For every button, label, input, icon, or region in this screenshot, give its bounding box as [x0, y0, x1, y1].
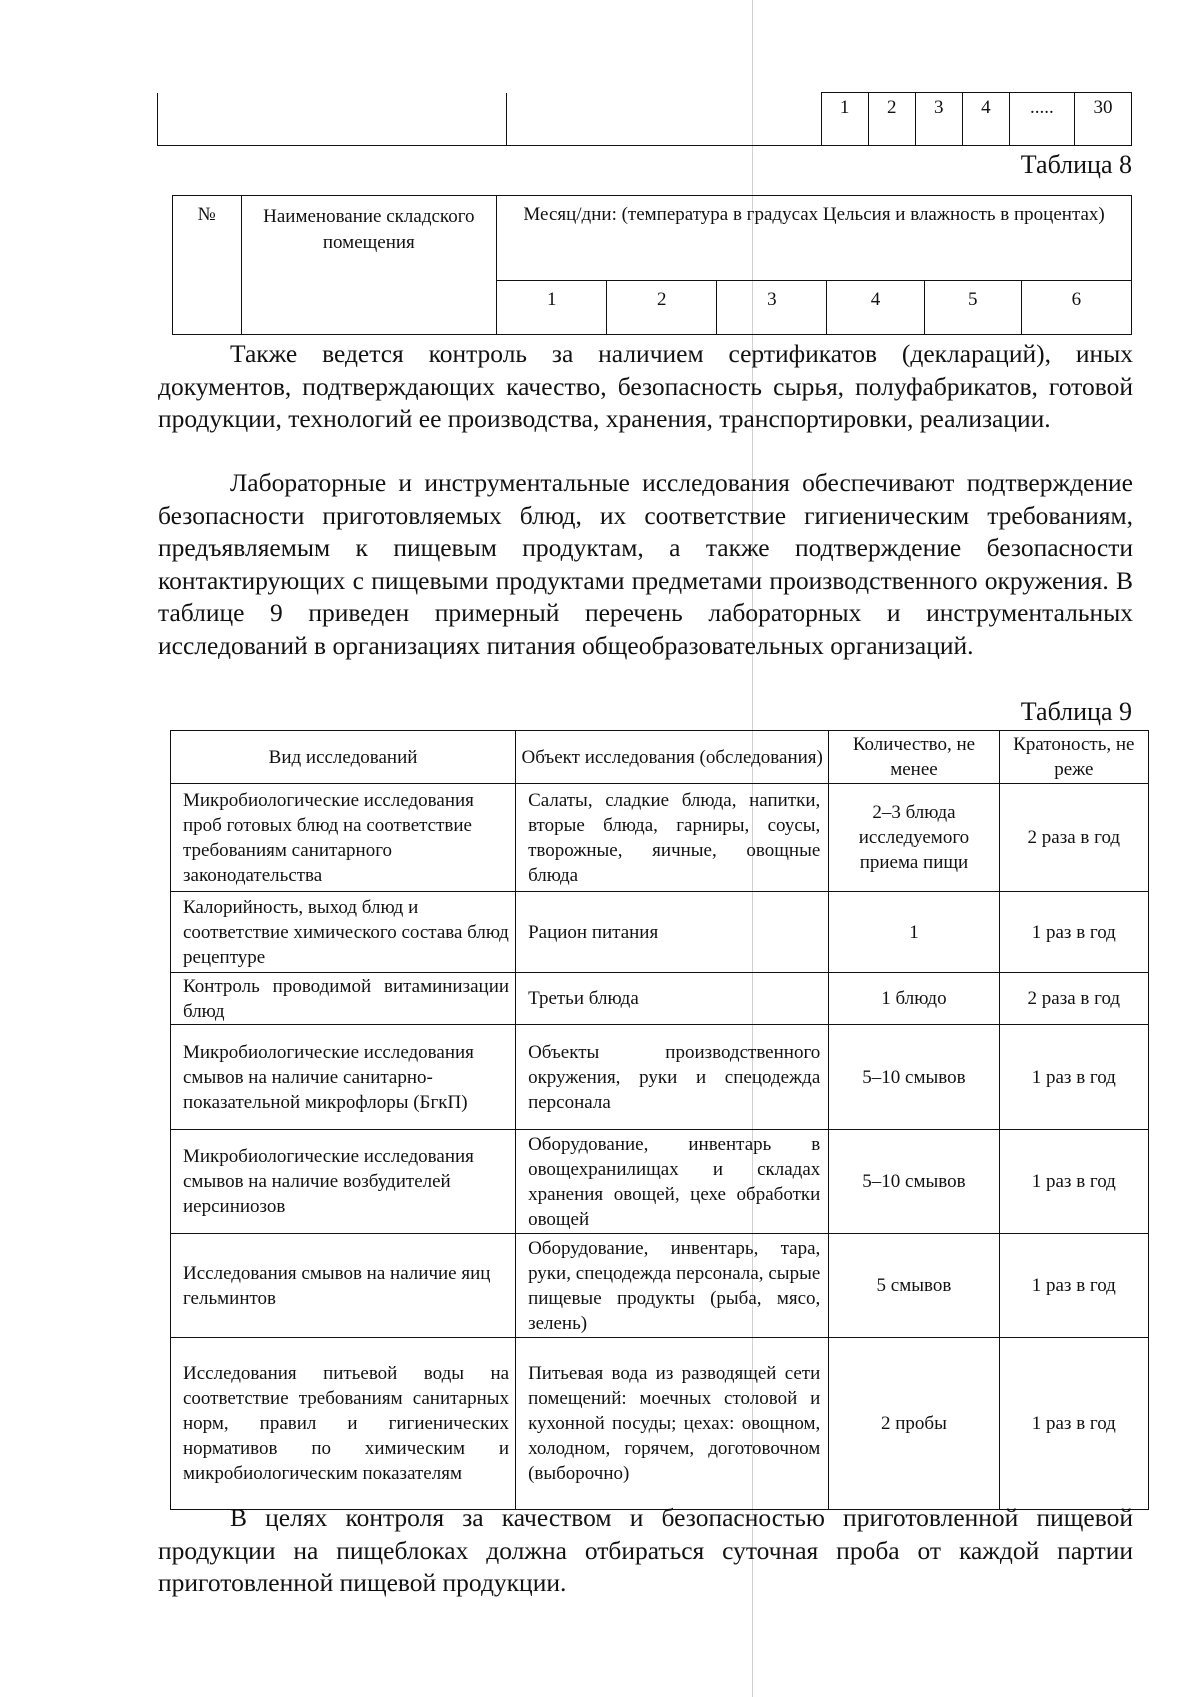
prev-day-cell: 4 [962, 93, 1009, 146]
table9-header-type: Вид исследований [171, 731, 516, 784]
table-row [171, 1025, 1149, 1130]
table9-caption: Таблица 9 [1020, 697, 1132, 726]
prev-day-cell: ..... [1009, 93, 1074, 146]
research-object: Оборудование, инвентарь в овощехранилищах и складах хранения овощей, цехе обработки овощей [516, 1130, 829, 1234]
table9 [170, 730, 1149, 1510]
research-frequency: 1 раз в год [999, 1338, 1148, 1510]
table-row [171, 1234, 1149, 1338]
table9-header-frequency: Кратоность, не реже [999, 731, 1148, 784]
research-type: Контроль проводимой витаминизации блюд [171, 973, 516, 1025]
table8-header-no: № [173, 196, 242, 335]
previous-table-fragment [157, 92, 1132, 146]
research-frequency: 2 раза в год [999, 784, 1148, 892]
research-quantity: 2–3 блюда исследуемого приема пищи [829, 784, 999, 892]
table8-header-month: Месяц/дни: (температура в градусах Цельсия и влажность в процентах) [497, 196, 1132, 281]
research-quantity: 5–10 смывов [829, 1025, 999, 1130]
research-quantity: 1 блюдо [829, 973, 999, 1025]
prev-day-cell: 30 [1074, 93, 1131, 146]
table-row [171, 1338, 1149, 1510]
research-frequency: 1 раз в год [999, 1025, 1148, 1130]
table-row [171, 1130, 1149, 1234]
table8-caption: Таблица 8 [1020, 150, 1132, 179]
table8-header-name: Наименование складского помещения [241, 196, 497, 335]
table-row [171, 784, 1149, 892]
table8-day-cell: 4 [827, 280, 924, 334]
research-type: Исследования смывов на наличие яиц гельминтов [171, 1234, 516, 1338]
research-object: Третьи блюда [516, 973, 829, 1025]
research-object: Рацион питания [516, 892, 829, 973]
research-type: Микробиологические исследования смывов на наличие санитарно-показательной микрофлоры (БгкП) [171, 1025, 516, 1130]
prev-day-cell: 2 [868, 93, 915, 146]
table8-day-cell: 6 [1021, 280, 1131, 334]
table8-day-cell: 1 [497, 280, 607, 334]
prev-day-cell: 1 [821, 93, 868, 146]
table-row [171, 973, 1149, 1025]
research-object: Оборудование, инвентарь, тара, руки, спецодежда персонала, сырые пищевые продукты (рыба, мясо, зелень) [516, 1234, 829, 1338]
research-frequency: 1 раз в год [999, 1234, 1148, 1338]
research-frequency: 1 раз в год [999, 1130, 1148, 1234]
research-quantity: 2 пробы [829, 1338, 999, 1510]
research-type: Микробиологические исследования смывов на наличие возбудителей иерсиниозов [171, 1130, 516, 1234]
table8-day-cell: 5 [924, 280, 1021, 334]
table9-header-object: Объект исследования (обследования) [516, 731, 829, 784]
research-quantity: 5–10 смывов [829, 1130, 999, 1234]
research-object: Объекты производственного окружения, руки и спецодежда персонала [516, 1025, 829, 1130]
research-quantity: 5 смывов [829, 1234, 999, 1338]
research-type: Микробиологические исследования проб готовых блюд на соответствие требованиям санитарного законодательства [171, 784, 516, 892]
prev-table-cell [507, 93, 821, 146]
paragraph-text: Лабораторные и инструментальные исследования обеспечивают подтверждение безопасности приготовляемых блюд, их соответствие гигиеническим требованиям, предъявляемым к пищевым продуктам, а также подтверждение безопасности контактирующих с пищевыми продуктами предметами производственного окружения. В таблице 9 приведен примерный перечень лабораторных и инструментальных исследований в организациях питания общеобразовательных организаций. [158, 468, 1133, 660]
paragraph-text: В целях контроля за качеством и безопасностью приготовленной пищевой продукции на пищеблоках должна отбираться суточная проба от каждой партии приготовленной пищевой продукции. [158, 1503, 1133, 1597]
research-frequency: 2 раза в год [999, 973, 1148, 1025]
table8-day-cell: 2 [607, 280, 717, 334]
paragraph-certificates [158, 338, 1133, 436]
table8 [172, 195, 1132, 335]
table8-day-cell: 3 [717, 280, 827, 334]
research-frequency: 1 раз в год [999, 892, 1148, 973]
table-row [171, 892, 1149, 973]
paragraph-daily-sample [158, 1502, 1133, 1600]
research-object: Питьевая вода из разводящей сети помещений: моечных столовой и кухонной посуды; цехах: овощном, холодном, горячем, доготовочном (выборочно) [516, 1338, 829, 1510]
table9-header-quantity: Количество, не менее [829, 731, 999, 784]
research-type: Исследования питьевой воды на соответствие требованиям санитарных норм, правил и гигиенических нормативов по химическим и микробиологическим показателям [171, 1338, 516, 1510]
prev-table-cell [158, 93, 507, 146]
prev-day-cell: 3 [915, 93, 962, 146]
paragraph-text: Также ведется контроль за наличием сертификатов (деклараций), иных документов, подтверждающих качество, безопасность сырья, полуфабрикатов, готовой продукции, технологий ее производства, хранения, транспортировки, реализации. [158, 339, 1133, 433]
research-quantity: 1 [829, 892, 999, 973]
research-type: Калорийность, выход блюд и соответствие химического состава блюд рецептуре [171, 892, 516, 973]
paragraph-lab-research [158, 467, 1133, 662]
research-object: Салаты, сладкие блюда, напитки, вторые блюда, гарниры, соусы, творожные, яичные, овощные блюда [516, 784, 829, 892]
